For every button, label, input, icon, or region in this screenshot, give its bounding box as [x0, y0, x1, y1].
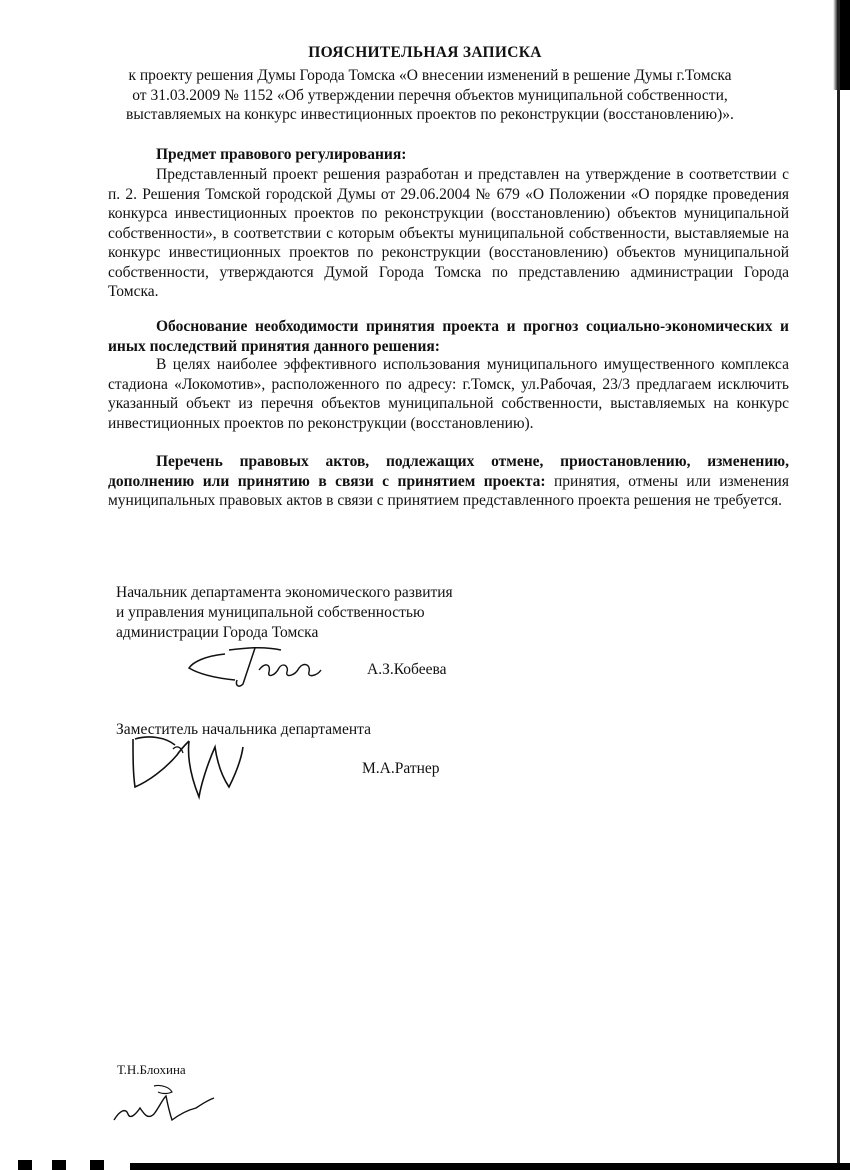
- section2-heading: Обоснование необходимости принятия проекта и прогноз социально-экономических и иных последствий принятия данного решения:: [108, 318, 789, 355]
- section1-heading: Предмет правового регулирования:: [156, 146, 407, 163]
- subtitle-line: к проекту решения Думы Города Томска «О внесении изменений в решение Думы г.Томска: [128, 67, 732, 84]
- section3-heading: Перечень правовых актов, подлежащих отмене, приостановлению, изменению, дополнению или принятию в связи с принятием проекта:: [108, 453, 789, 490]
- subtitle-line: выставляемых на конкурс инвестиционных проектов по реконструкции (восстановлению)».: [126, 106, 734, 123]
- section1-text: Представленный проект решения разработан и представлен на утверждение в соответствии с п. 2. Решения Томской городской Думы от 29.06.2004 № 679 «О Положении «О порядке проведения конкурса инвестиционных проектов по реконструкции (восстановлению) объектов муниципальной собственности», в соответствии с которым объекты муниципальной собственности, выставляемые на конкурс инвестиционных проектов по реконструкции (восстановлению) объектов муниципальной собственности, утверждаются Думой Города Томска по представлению администрации Города Томска.: [108, 166, 789, 300]
- executor-name: Т.Н.Блохина: [117, 1062, 186, 1077]
- signatory2-name: М.А.Ратнер: [362, 760, 440, 777]
- signatory1-position-line: администрации Города Томска: [116, 624, 319, 641]
- signatory1-position-line: Начальник департамента экономического развития: [116, 584, 453, 601]
- scan-bottom-edge: [130, 1163, 850, 1170]
- document-subtitle: [60, 66, 800, 125]
- executor-signature-image: [110, 1080, 230, 1130]
- section2-text: В целях наиболее эффективного использования муниципального имущественного комплекса стадиона «Локомотив», расположенного по адресу: г.Томск, ул.Рабочая, 23/3 предлагаем исключить указанный объект из перечня объектов муниципальной собственности, выставляемых на конкурс инвестиционных проектов по реконструкции (восстановлению).: [108, 356, 789, 432]
- section3-paragraph: [108, 452, 789, 511]
- scan-edge-line: [837, 0, 840, 1170]
- section3-text: принятия, отмены или изменения муниципальных правовых актов в связи с принятием представленного проекта решения не требуется.: [108, 472, 789, 509]
- signatory1-position-line: и управления муниципальной собственностью: [116, 604, 425, 621]
- signatory1-name: А.З.Кобеева: [367, 661, 447, 678]
- document-title: ПОЯСНИТЕЛЬНАЯ ЗАПИСКА: [308, 44, 542, 61]
- signatory1-position: [116, 583, 453, 643]
- signature2-image: [125, 725, 255, 810]
- subtitle-line: от 31.03.2009 № 1152 «Об утверждении перечня объектов муниципальной собственности,: [132, 86, 728, 104]
- signatory2-position: Заместитель начальника департамента: [116, 721, 371, 738]
- scan-bottom-marks: [0, 1156, 130, 1170]
- signature1-image: [185, 640, 325, 690]
